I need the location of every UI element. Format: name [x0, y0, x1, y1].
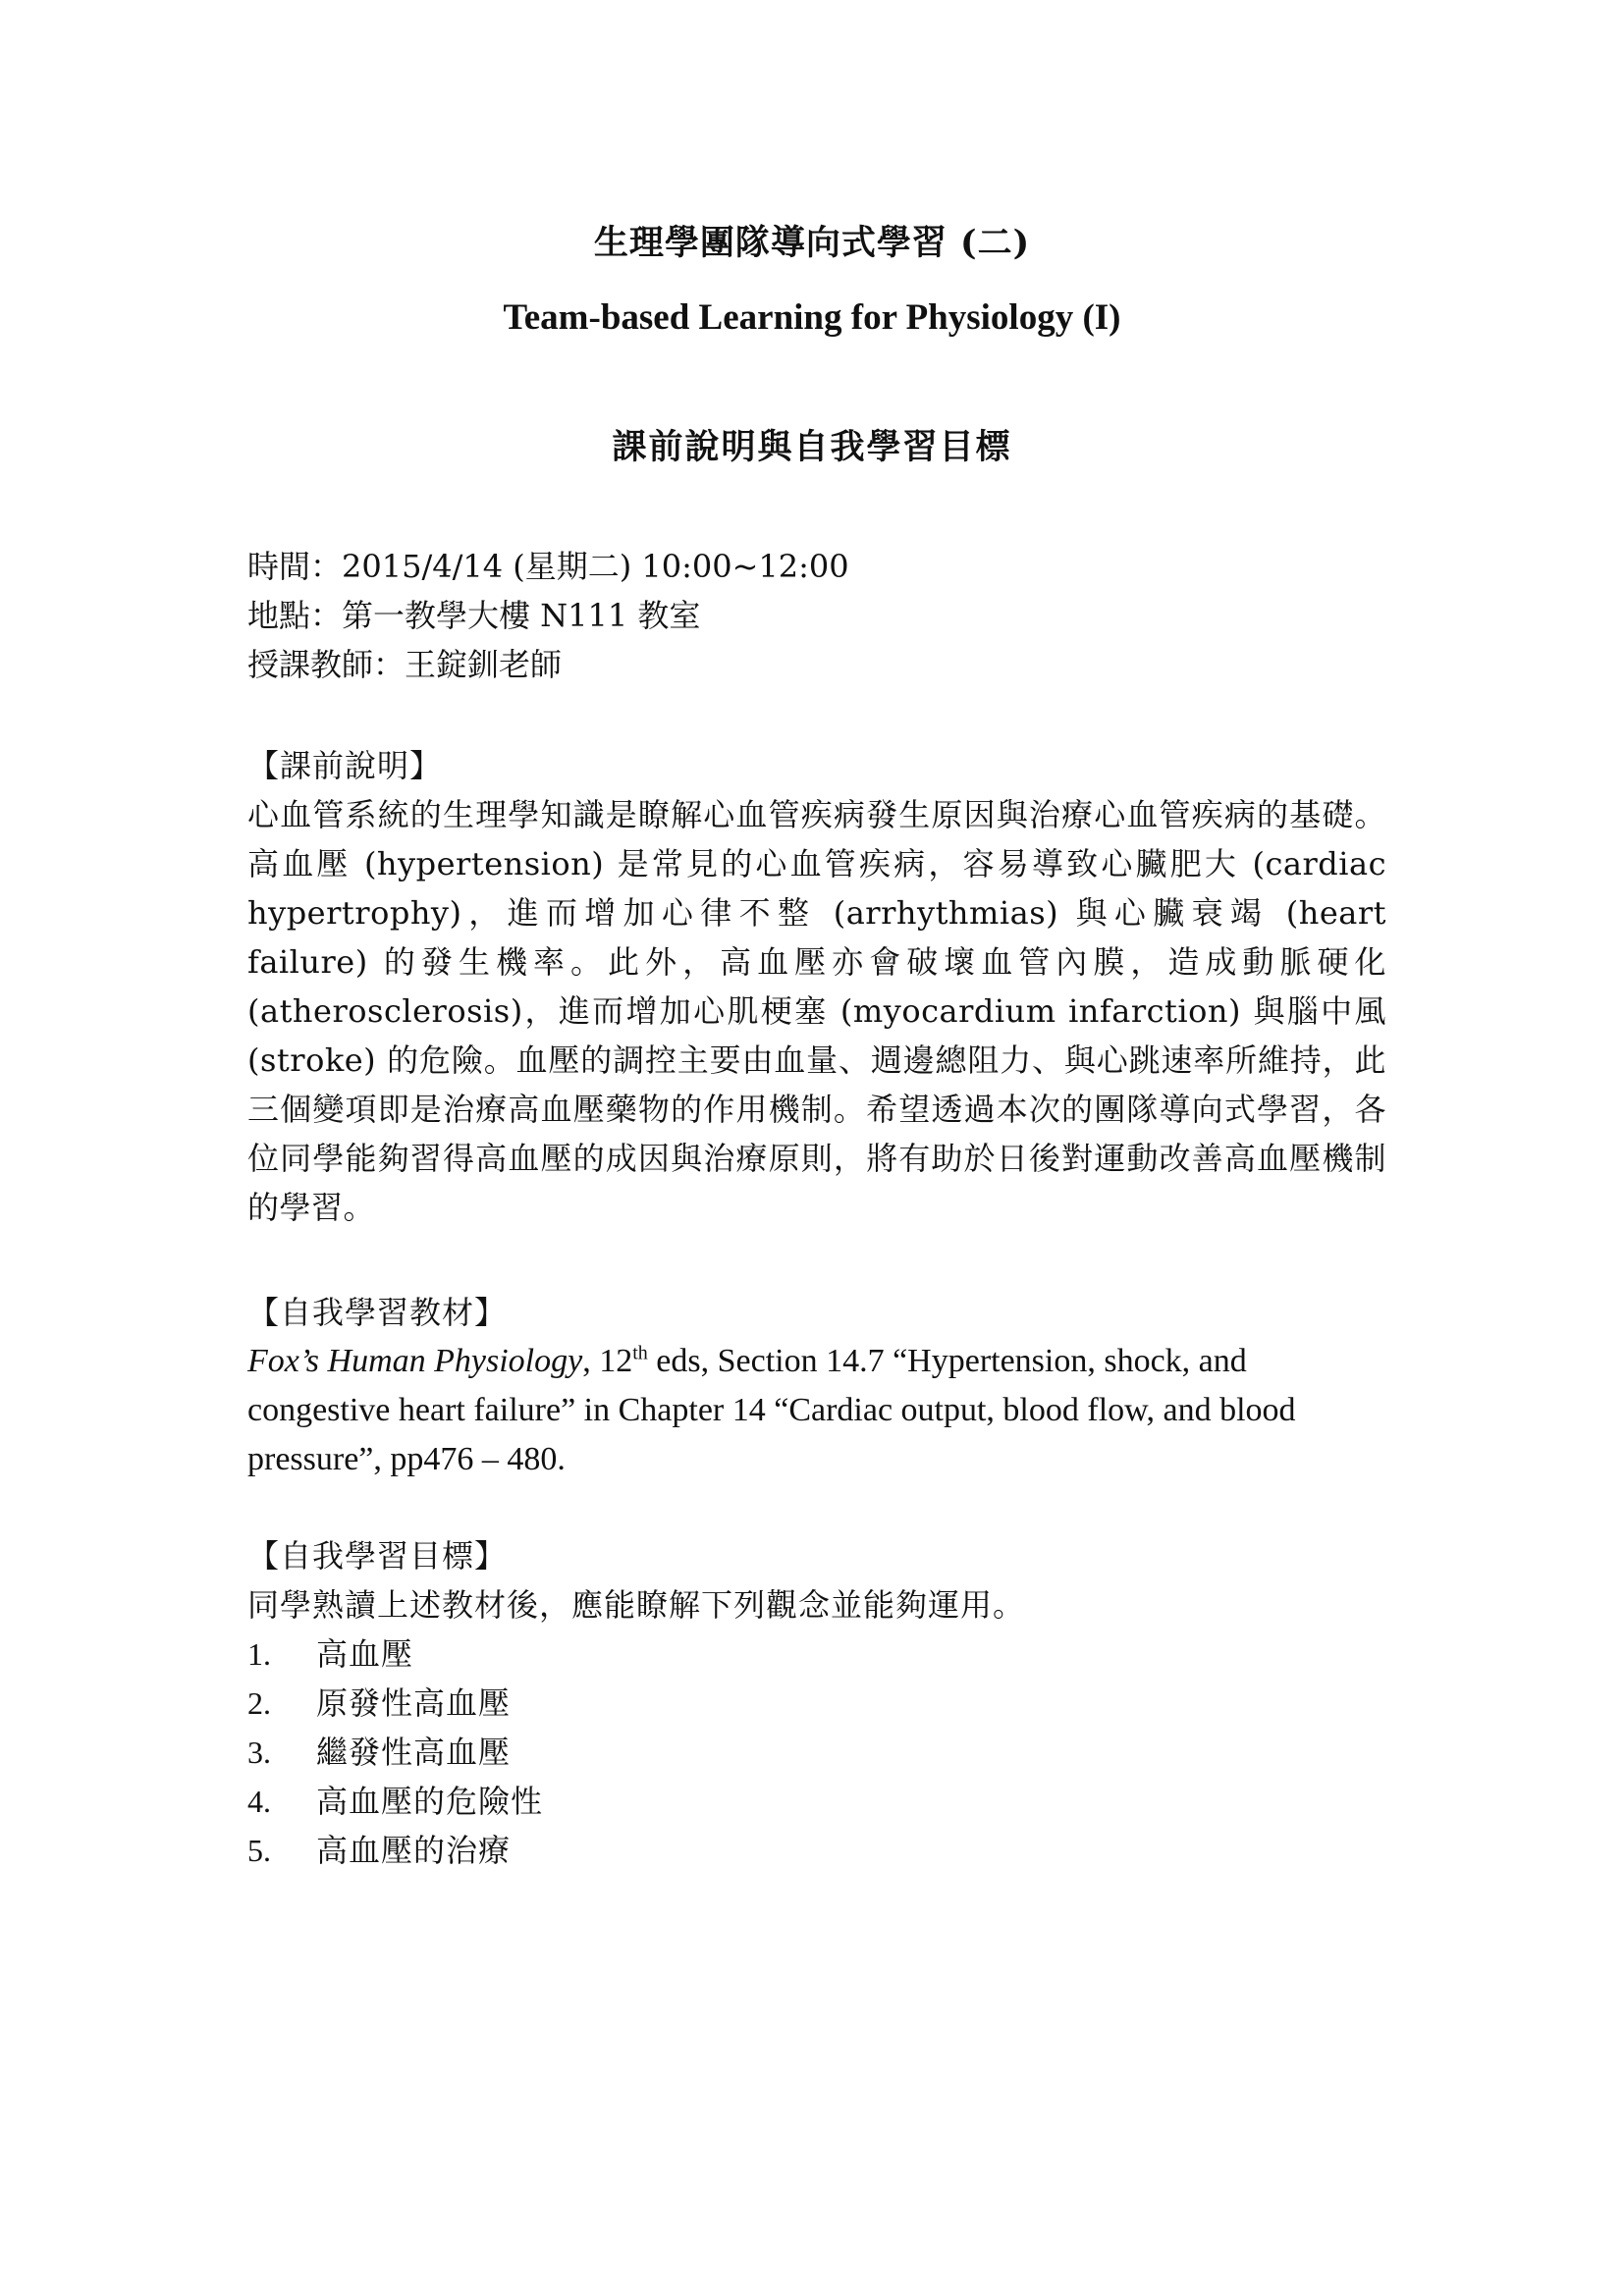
list-item	[247, 1679, 1386, 1728]
document-title-chinese: 生理學團隊導向式學習 (二)	[593, 223, 1031, 263]
list-item-text: 高血壓	[316, 1635, 414, 1673]
list-item	[247, 1777, 1386, 1826]
self-study-material-section	[247, 1288, 1386, 1484]
list-item-number: 5.	[247, 1833, 271, 1868]
list-item	[247, 1629, 1386, 1679]
self-study-goals-intro: 同學熟讀上述教材後，應能瞭解下列觀念並能夠運用。	[247, 1586, 1026, 1624]
list-item-text: 高血壓的危險性	[316, 1783, 544, 1820]
class-time: 時間：2015/4/14 (星期二) 10:00~12:00	[247, 548, 849, 585]
pre-class-description-section	[247, 741, 1386, 1232]
self-study-material-text	[247, 1337, 1386, 1484]
textbook-edition-superscript: th	[632, 1342, 648, 1364]
self-study-goals-list	[247, 1629, 1386, 1875]
class-teacher: 授課教師：王錠釧老師	[247, 646, 563, 683]
list-item-text: 高血壓的治療	[316, 1832, 512, 1869]
class-info-block	[247, 542, 1386, 689]
self-study-goals-section	[247, 1531, 1386, 1875]
textbook-reference-rest: eds, Section 14.7 “Hypertension, shock, and congestive heart failure” in Chapter 14 “Cardiac output, blood flow, and blood pressure”, pp476 – 480.	[247, 1343, 1296, 1477]
list-item	[247, 1728, 1386, 1777]
textbook-title: Fox’s Human Physiology	[247, 1343, 583, 1379]
list-item-number: 1.	[247, 1636, 271, 1672]
document-subtitle: 課前說明與自我學習目標	[612, 427, 1012, 467]
list-item-text: 原發性高血壓	[316, 1684, 512, 1722]
pre-class-description-heading: 【課前說明】	[247, 747, 443, 784]
self-study-goals-heading: 【自我學習目標】	[247, 1537, 508, 1575]
document-title-english: Team-based Learning for Physiology (I)	[503, 297, 1121, 338]
class-location: 地點：第一教學大樓 N111 教室	[247, 597, 701, 634]
pre-class-description-text: 心血管系統的生理學知識是瞭解心血管疾病發生原因與治療心血管疾病的基礎。高血壓 (hypertension) 是常見的心血管疾病，容易導致心臟肥大 (cardiac hypertrophy)，進而增加心律不整 (arrhythmias) 與心臟衰竭 (heart failure) 的發生機率。此外，高血壓亦會破壞血管內膜，造成動脈硬化 (atherosclerosis)，進而增加心肌梗塞 (myocardium infarction) 與腦中風 (stroke) 的危險。血壓的調控主要由血量、週邊總阻力、與心跳速率所維持，此三個變項即是治療高血壓藥物的作用機制。希望透過本次的團隊導向式學習，各位同學能夠習得高血壓的成因與治療原則，將有助於日後對運動改善高血壓機制的學習。	[247, 796, 1386, 1226]
list-item	[247, 1826, 1386, 1875]
self-study-material-heading: 【自我學習教材】	[247, 1294, 508, 1331]
list-item-text: 繼發性高血壓	[316, 1734, 512, 1771]
textbook-edition-number: , 12	[582, 1343, 633, 1379]
list-item-number: 3.	[247, 1735, 271, 1770]
list-item-number: 2.	[247, 1685, 271, 1721]
list-item-number: 4.	[247, 1784, 271, 1819]
